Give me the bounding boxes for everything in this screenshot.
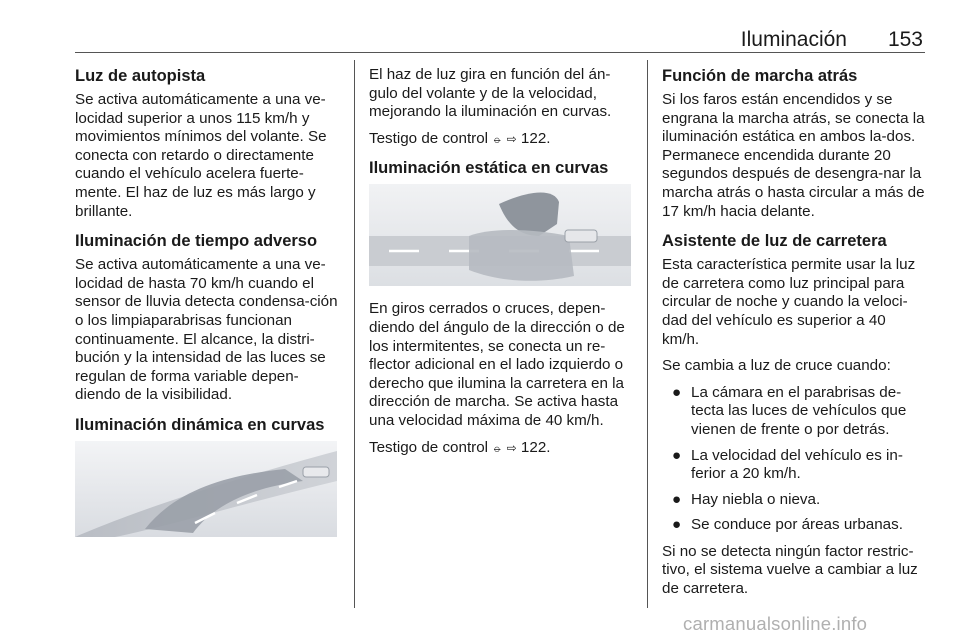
page-reference[interactable]: 122. — [520, 129, 551, 147]
text-estatica-curvas: En giros cerrados o cruces, depen-diendo del ángulo de la dirección o de los intermitentes, se conecta un re-flector adicional en el lado izquierdo o derecho que ilumina la carretera en la dirección de marcha. Se activa hasta una velocidad máxima de 40 km/h. — [369, 300, 625, 429]
heading-estatica-curvas: Iluminación estática en curvas — [369, 159, 609, 178]
beam-indicator-icon: ⦵ — [492, 131, 503, 146]
arrow-right-icon: ⇨ — [506, 131, 517, 146]
heading-asistente-luz: Asistente de luz de carretera — [662, 232, 887, 251]
column-divider-1 — [354, 60, 355, 608]
text-tiempo-adverso: Se activa automáticamente a una ve-locidad de hasta 70 km/h cuando el sensor de lluvia detecta condensa-ción o los limpiaparabrisas funcionan continuamente. El alcance, la distri-bución y la intensidad de las luces se regulan de forma variable depen-diendo de la visibilidad. — [75, 256, 338, 404]
text-luz-autopista: Se activa automáticamente a una ve-locidad superior a unos 115 km/h y movimientos mínimos del volante. Se conecta con retardo o directamente cuando el vehículo acelera fuerte-mente. El haz de luz es más largo y brillante. — [75, 91, 327, 220]
list-item: ● La velocidad del vehículo es in-ferior a 20 km/h. — [672, 446, 903, 483]
list-item: ● Hay niebla o nieva. — [672, 490, 821, 508]
text-marcha-atras: Si los faros están encendidos y se engrana la marcha atrás, se conecta la iluminación estática en ambos la-dos. Permanece encendida durante 20 segundos después de desengra-nar la marcha atrás o hasta circular a más de 17 km/h hacia delante. — [662, 91, 925, 220]
control-reference-1 — [369, 130, 634, 149]
column-3 — [662, 66, 927, 607]
page-header — [75, 28, 925, 53]
column-divider-2 — [647, 60, 648, 608]
control-label: Testigo de control — [369, 129, 489, 147]
list-intro: Se cambia a luz de cruce cuando: — [662, 357, 891, 375]
heading-luz-autopista: Luz de autopista — [75, 67, 206, 85]
control-reference-2 — [369, 439, 634, 458]
page-reference[interactable]: 122. — [520, 438, 551, 456]
list-item: ● Se conduce por áreas urbanas. — [672, 516, 903, 534]
arrow-right-icon: ⇨ — [506, 440, 517, 455]
chapter-title: Iluminación — [740, 28, 847, 51]
heading-dinamica-curvas: Iluminación dinámica en curvas — [75, 415, 325, 434]
list-item: ● La cámara en el parabrisas de-tecta las luces de vehículos que vienen de frente o por detrás. — [672, 383, 907, 438]
text-dinamica-curvas: El haz de luz gira en función del án-gulo del volante y de la velocidad, mejorando la iluminación en curvas. — [369, 66, 612, 121]
page-number: 153 — [887, 28, 923, 51]
control-label: Testigo de control — [369, 438, 489, 456]
text-closing: Si no se detecta ningún factor restric-tivo, el sistema vuelve a cambiar a luz de carretera. — [662, 542, 918, 598]
column-2 — [369, 66, 634, 465]
heading-tiempo-adverso: Iluminación de tiempo adverso — [75, 232, 318, 251]
illustration-static-curve — [369, 184, 634, 286]
text-asistente-luz: Esta característica permite usar la luz de carretera como luz principal para circular de noche y cuando la veloci-dad del vehículo es superior a 40 km/h. — [662, 256, 916, 348]
beam-indicator-icon: ⦵ — [492, 440, 503, 455]
watermark: carmanualsonline.info — [683, 613, 868, 634]
illustration-dynamic-curve — [75, 441, 340, 537]
column-1 — [75, 66, 340, 551]
heading-marcha-atras: Función de marcha atrás — [662, 67, 858, 85]
conditions-list — [662, 384, 927, 535]
